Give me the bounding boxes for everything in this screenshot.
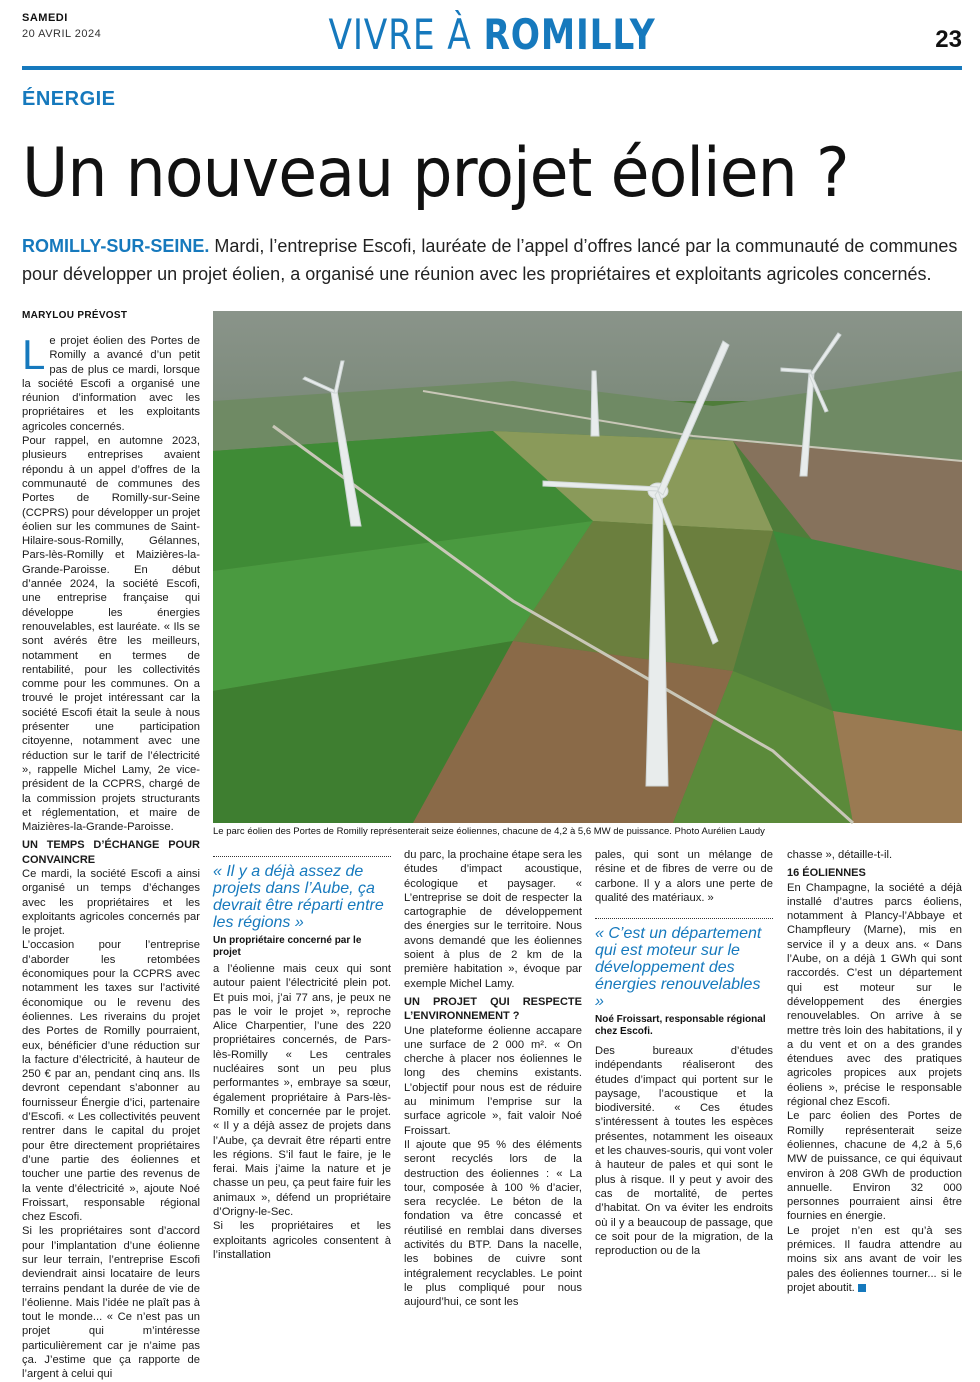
- paragraph: Il ajoute que 95 % des éléments seront recyclés lors de la destruction des éoliennes : « La tour, composée à 100 % d’acier, sera recyclée. Le béton de la fondation va être concassé et réutilisé en remblai dans diverses activités du BTP. Dans la nacelle, les bobines de cuivre sont intégralement recyclables. Le point le plus compliqué pour nous aujourd’hui, ce sont les: [404, 1138, 582, 1309]
- paragraph: En Champagne, la société a déjà installé d’autres parcs éoliens, notamment à Plancy-l’Abbaye et Champfleury (Marne), mis en service il y a deux ans. « Dans l’Aube, on a déjà 1 GWh qui sont raccordés. C’est un département qui est moteur sur le développement des énergies renouvelables. On arrive à se mettre très loin des habitations, il y a du vent et on a des grandes étendues avec des pratiques agricoles propices aux projets éoliens », précise le responsable régional chez Escofi.: [787, 881, 962, 1109]
- headline: Un nouveau projet éolien ?: [22, 134, 849, 213]
- pull-quote-text: « C’est un département qui est moteur sur le développement des énergies renouvelables »: [595, 925, 762, 1010]
- section-title-light: VIVRE À: [328, 10, 472, 59]
- paragraph: du parc, la prochaine étape sera les études d’impact acoustique, écologique et paysager. « L’entreprise se doit de respecter la cartographie de développement des énergies sur le territoire. Nous avons demandé que les éoliennes soient à plus de 2 km de la première habitation », évoque par exemple Michel Lamy.: [404, 849, 582, 990]
- photo-caption: Le parc éolien des Portes de Romilly représenterait seize éoliennes, chacune de 4,2 à 5,6 MW de puissance. Photo Aurélien Laudy: [213, 826, 765, 837]
- paragraph: a l’éolienne mais ceux qui sont autour paient l’électricité plein pot. Et puis moi, j’ai 77 ans, je peux ne pas le voir le projet », reproche Alice Charpentier, l’une des 220 propriétaires concernés, de Pars-lès-Romilly « Les centrales nucléaires sont un peu plus performantes », embraye sa sœur, également propriétaire à Pars-lès-Romilly et concernée par le projet. « Il y a déjà assez de projets dans l’Aube, ça devrait être réparti entre les régions. S’il faut le faire, je le ferai. Mais j’aime la nature et je chasse un peu, ça peut faire fuir les animaux », défend un propriétaire d’Origny-le-Sec.: [213, 963, 391, 1219]
- paragraph: [787, 1224, 962, 1295]
- paragraph: Pour rappel, en automne 2023, plusieurs entreprises avaient répondu à un appel d’offres de la communauté de communes des Portes de Romilly-sur-Seine (CCPRS) pour développer un projet éolien sur les communes de Saint-Hilaire-sous-Romilly, Gélannes, Pars-lès-Romilly et Maizières-la-Grande-Paroisse. En début d’année 2024, la société Escofi, une entreprise française qui développe les énergies renouvelables, est lauréate. « Ils se sont avérés être les meilleurs, notamment en termes de rentabilité, pour les collectivités comme pour les communes. On a trouvé le projet intéressant car la société Escofi était la seule à nous présenter une participation citoyenne, notamment avec une réduction sur le tarif de l’électricité », rappelle Michel Lamy, 2e vice-président de la CCPRS, chargé de la commission projets structurants et réglementation, et maire de Maizières-la-Grande-Paroisse.: [22, 435, 200, 834]
- standfirst-location: ROMILLY-SUR-SEINE.: [22, 236, 210, 256]
- masthead-date: 20 AVRIL 2024: [22, 28, 102, 40]
- pull-quote-2: [595, 918, 773, 1038]
- column-4b: [595, 1044, 773, 1258]
- column-3: [404, 848, 582, 1309]
- standfirst-text: Mardi, l’entreprise Escofi, lauréate de l’appel d’offres lancé par la communauté de communes pour développer un projet éolien, a organisé une réunion avec les propriétaires et exploitants agricoles concernés.: [22, 236, 958, 284]
- column-5: [787, 848, 962, 1294]
- subheading: UN TEMPS D’ÉCHANGE POUR CONVAINCRE: [22, 839, 200, 866]
- paragraph: L’occasion pour l’entreprise d’aborder les retombées économiques pour la CCPRS avec notamment les taxes sur l’activité économique ou le revenu des éoliennes. Les riverains du projet des Portes de Romilly pourraient, eux, bénéficier d’une réduction sur la facture d’électricité, à hauteur de 250 € par an, pendant cinq ans. Ils devront cependant s’abonner au fournisseur Énergie d’ici, partenaire d’Escofi. « Les collectivités peuvent rentrer dans le capital du projet pour être directement propriétaires d’une partie des éoliennes et toucher une partie des revenus de la vente d’électricité », ajoute Noé Froissart, responsable régional chez Escofi.: [22, 939, 200, 1224]
- section-title: [107, 10, 878, 59]
- paragraph: Si les propriétaires sont d’accord pour l’implantation d’une éolienne sur leur terrain, l’entreprise Escofi deviendrait ainsi locataire de leurs terrains pendant la durée de vie de l’éolienne. Mais l’idée ne plaît pas à tout le monde... « Ce n’est pas un projet qui m’intéresse particulièrement car je n’aime pas ça. J’estime que ça rapporte de l’argent à celui qui: [22, 1225, 200, 1381]
- pull-quote-attribution: Noé Froissart, responsable régional chez Escofi.: [595, 1014, 766, 1037]
- paragraph: chasse », détaille-t-il.: [787, 849, 893, 861]
- paragraph-text: Le projet n’en est qu’à ses prémices. Il faudra attendre au moins six ans avant de voir les pales des éoliennes tourner... si le projet aboutit.: [787, 1224, 962, 1294]
- paragraph: Le parc éolien des Portes de Romilly représenterait seize éoliennes, chacune de 4,2 à 5,6 MW de puissance, ce qui équivaut environ à 208 GWh de production annuelle. Environ 32 000 personnes pourraient ainsi être fournies en énergie.: [787, 1110, 962, 1223]
- dropcap: L: [22, 331, 46, 378]
- paragraph-text: e projet éolien des Portes de Romilly a avancé d’un petit pas de plus ce mardi, lorsque la société Escofi a organisé une réunion d’information avec les propriétaires et les exploitants agricoles concernés.: [22, 335, 200, 433]
- paragraph: Des bureaux d’études indépendants réaliseront des études d’impact qui portent sur le paysage, l’acoustique et la biodiversité. « Ces études s’intéressent à toutes les espèces présentes, notamment les oiseaux et les chauves-souris, qui vont voler à hauteur de pales et qui sont le plus à risque. Il y peut y avoir des cas de mortalité, de pertes d’habitat. On va éviter les endroits où il y a beaucoup de passage, que ce soit pour de la migration, de la reproduction ou de la: [595, 1045, 773, 1258]
- column-4a: [595, 848, 773, 910]
- standfirst: [22, 232, 962, 288]
- pull-quote-1: [213, 856, 391, 959]
- quote-rule: [213, 856, 391, 857]
- end-of-article-icon: [858, 1284, 866, 1292]
- column-2: [213, 962, 391, 1261]
- paragraph: pales, qui sont un mélange de résine et de fibres de verre ou de carbone. Il y a alors une perte de qualité des matériaux. »: [595, 849, 773, 904]
- wind-farm-photo: [213, 311, 962, 823]
- pull-quote-attribution: Un propriétaire concerné par le projet: [213, 935, 362, 958]
- quote-rule: [595, 918, 773, 919]
- wind-turbine-field-illustration: [213, 311, 962, 823]
- subheading: 16 ÉOLIENNES: [787, 867, 866, 880]
- masthead-day: SAMEDI: [22, 12, 68, 24]
- page-number: 23: [935, 26, 962, 53]
- pull-quote-text: « Il y a déjà assez de projets dans l’Aube, ça devrait être réparti entre les régions »: [213, 863, 384, 931]
- masthead: [22, 8, 962, 68]
- masthead-rule: [22, 66, 962, 70]
- section-title-bold: ROMILLY: [483, 10, 656, 59]
- rubric: ÉNERGIE: [22, 88, 116, 110]
- subheading: UN PROJET QUI RESPECTE L’ENVIRONNEMENT ?: [404, 995, 582, 1023]
- paragraph: [22, 331, 200, 434]
- paragraph: Une plateforme éolienne accapare une surface de 2 000 m². « On cherche à placer nos éoliennes le long des chemins existants. L’objectif pour nous est de réduire au minimum l’emprise sur la surface agricole », fait valoir Noé Froissart.: [404, 1024, 582, 1137]
- paragraph: Si les propriétaires et les exploitants agricoles consentent à l’installation: [213, 1220, 391, 1261]
- byline: MARYLOU PRÉVOST: [22, 310, 128, 321]
- paragraph: Ce mardi, la société Escofi a ainsi organisé un temps d’échanges avec les propriétaires et les exploitants agricoles concernés par le projet.: [22, 867, 200, 938]
- column-1: [22, 331, 200, 1381]
